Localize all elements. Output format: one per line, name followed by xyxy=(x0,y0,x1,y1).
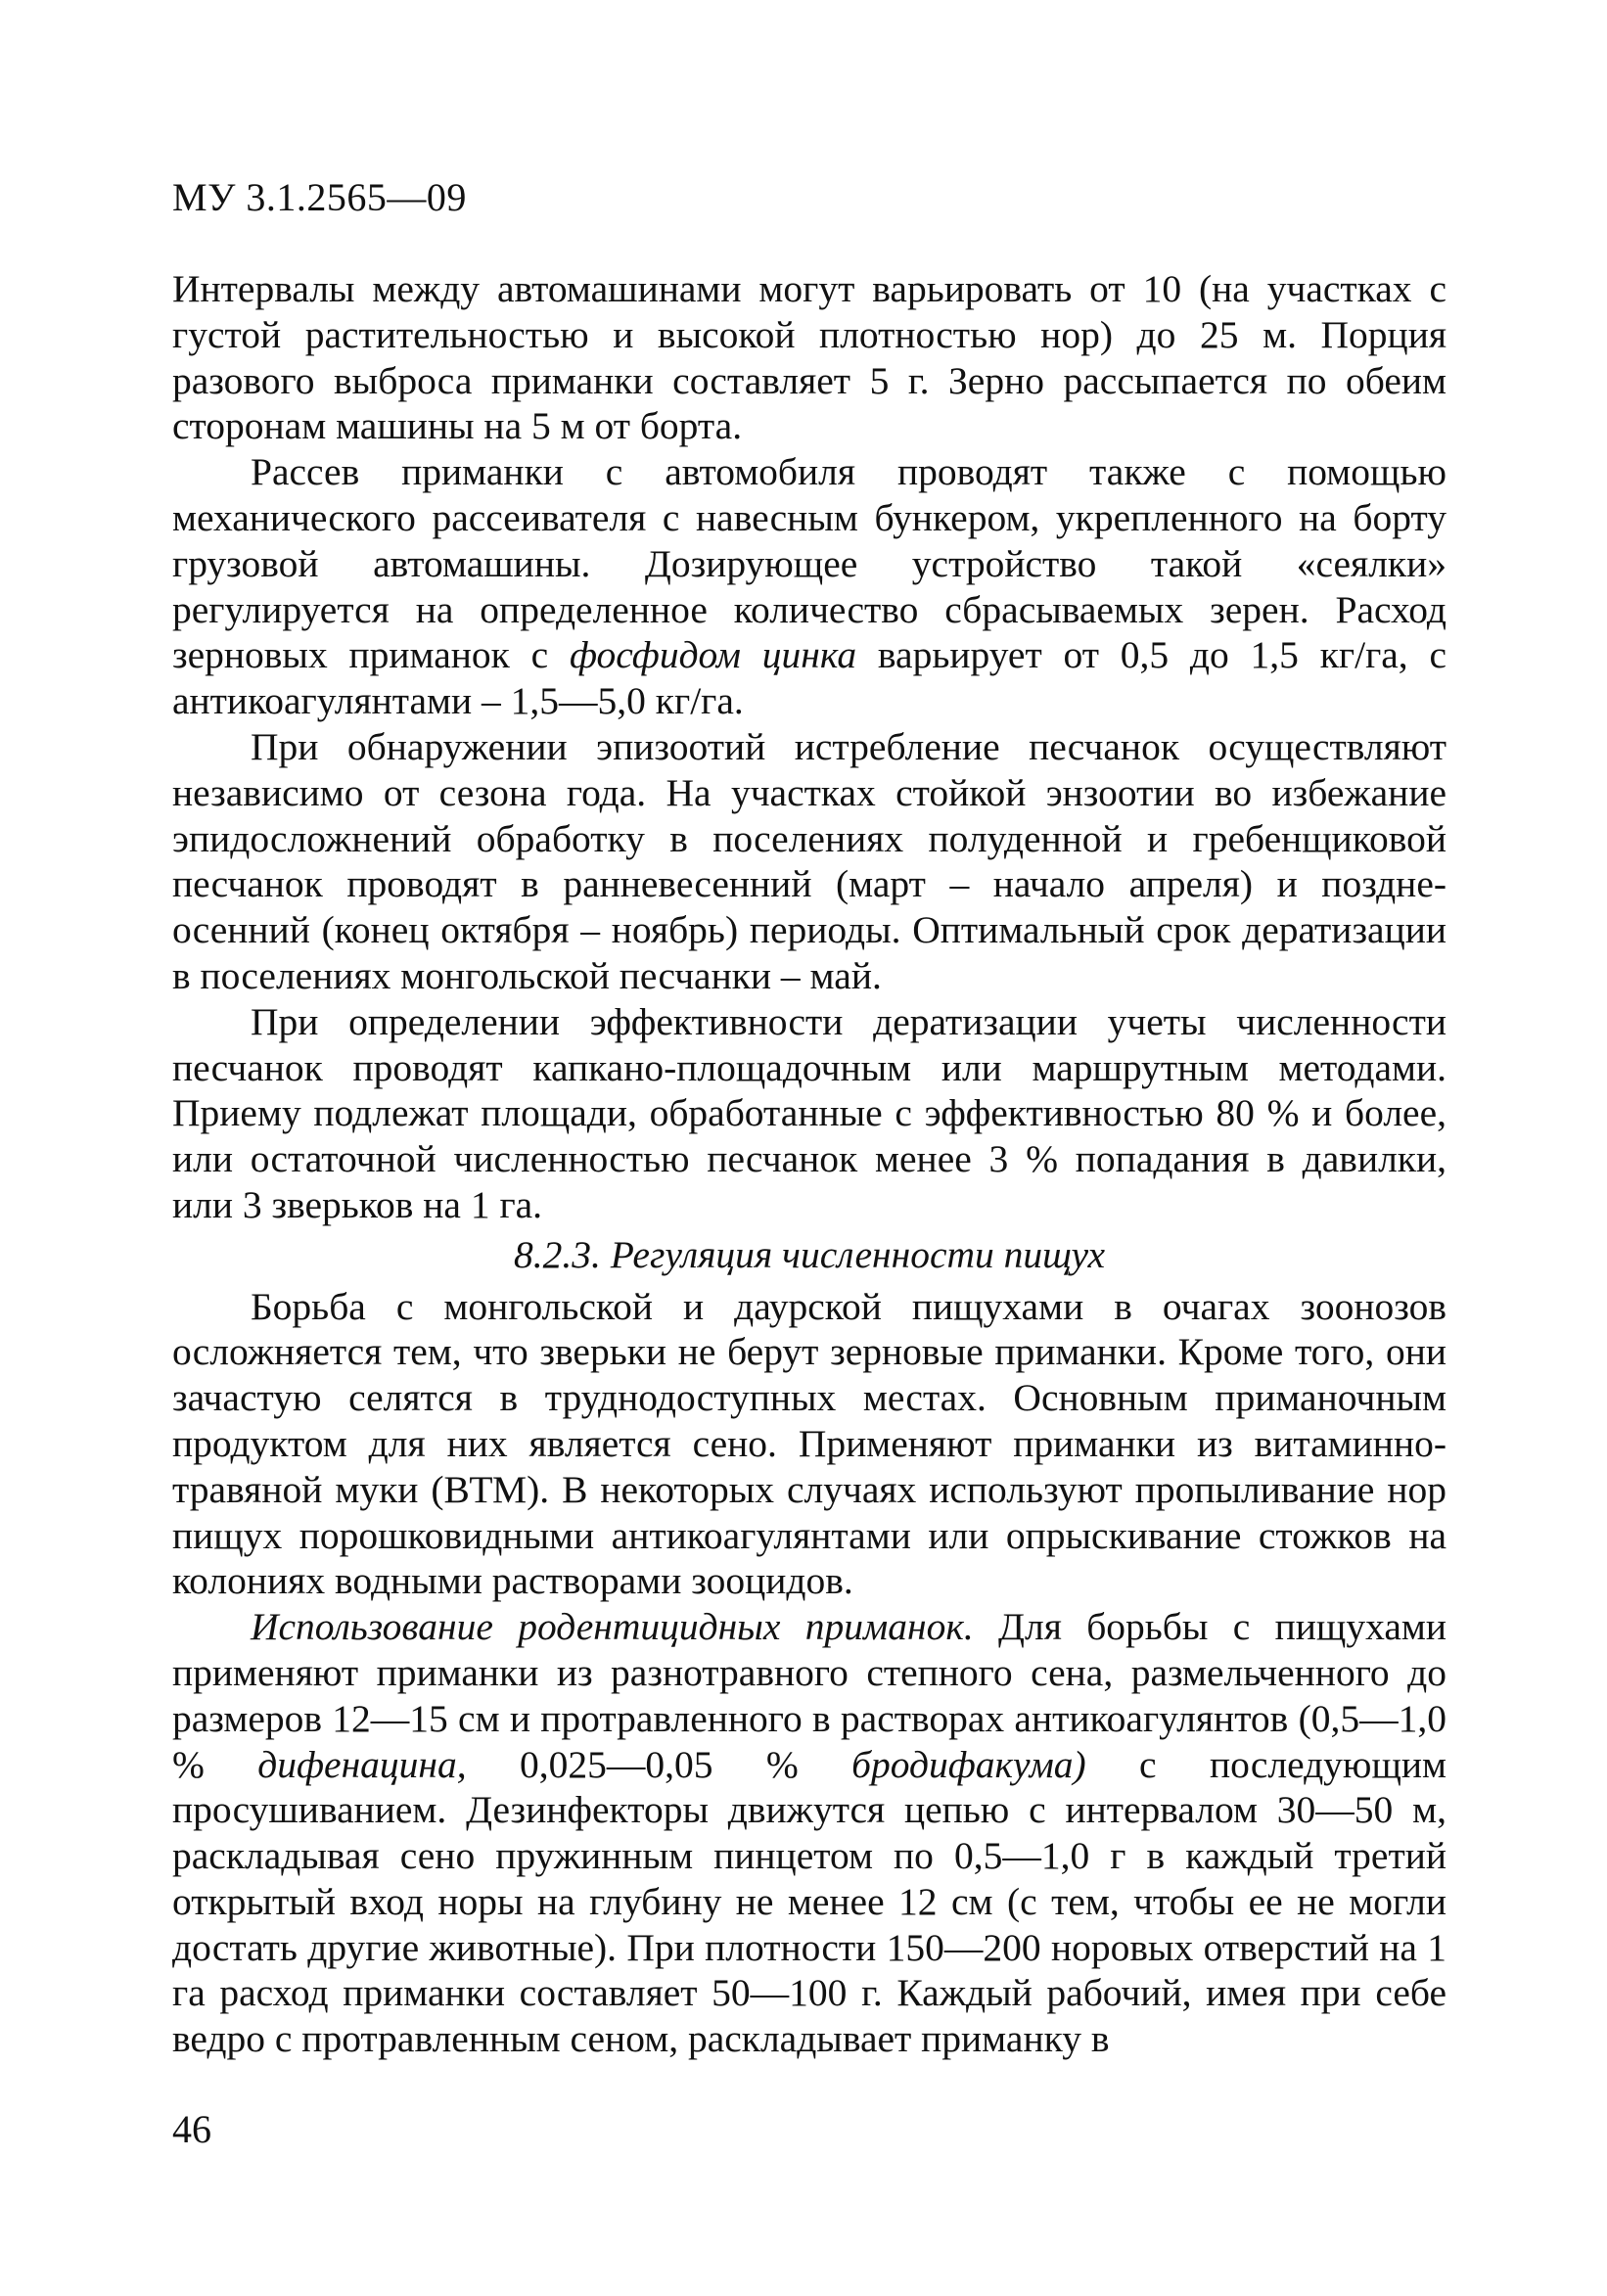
paragraph-text: Рассев приманки с автомобиля проводят также с помощью механического рассеивателя с навесным бункером, укрепленного на борту грузовой автомашины. Дозирующее устройство такой «сеялки» регулируется на определенное количество сбрасываемых зерен. Расход зерновых приманок с xyxy=(172,450,1446,677)
paragraph-text: При обнаружении эпизоотий истребление песчанок осуществляют независимо от сезона года. На участках стойкой энзоотии во избежание эпидосложнений обработку в поселениях полуденной и гребенщиковой песчанок проводят в ранневесенний (март – начало апреля) и поздне-осенний (конец октября – ноябрь) периоды. Оптимальный срок дератизации в поселениях монгольской песчанки – май. xyxy=(172,724,1446,997)
italic-term: бродифакума) xyxy=(851,1742,1086,1786)
paragraph-text: Борьба с монгольской и даурской пищухами в очагах зоонозов осложняется тем, что зверьки не берут зерновые приманки. Кроме того, они зачастую селятся в труднодоступных местах. Основным приманочным продуктом для них является сено. Применяют приманки из витаминно-травяной муки (ВТМ). В некоторых случаях используют пропыливание нор пищух порошковидными антикоагулянтами или опрыскивание стожков на колониях водными растворами зооцидов. xyxy=(172,1284,1446,1603)
paragraph-text: 0,025—0,05 % xyxy=(466,1742,852,1786)
paragraph-text: варьирует от 0,5 до 1,5 кг/га, с антикоагулянтами – 1,5—5,0 кг/га. xyxy=(172,633,1446,723)
document-body xyxy=(172,266,1446,2062)
italic-term: дифенацина, xyxy=(257,1742,467,1786)
paragraph-epizootic-control xyxy=(172,724,1446,999)
italic-term: фосфидом цинка xyxy=(569,633,857,677)
paragraph-rodenticide-baits xyxy=(172,1604,1446,2062)
paragraph-vehicle-intervals xyxy=(172,266,1446,449)
paragraph-text: При определении эффективности дератизации учеты численности песчанок проводят капкано-площадочным или маршрутным методами. Приему подлежат площади, обработанные с эффективностью 80 % и более, или остаточной численностью песчанок менее 3 % попадания в давилки, или 3 зверьков на 1 га. xyxy=(172,999,1446,1226)
paragraph-pika-control xyxy=(172,1284,1446,1605)
paragraph-mechanical-spreader xyxy=(172,449,1446,724)
paragraph-text: Интервалы между автомашинами могут варьировать от 10 (на участках с густой растительностью и высокой плотностью нор) до 25 м. Порция разового выброса приманки составляет 5 г. Зерно рассыпается по обеим сторонам машины на 5 м от борта. xyxy=(172,267,1446,448)
section-subheading: 8.2.3. Регуляция численности пищух xyxy=(513,1232,1105,1276)
paragraph-efficiency-assessment xyxy=(172,999,1446,1228)
page-number: 46 xyxy=(172,2107,211,2151)
paragraph-text: с последующим просушиванием. Дезинфекторы движутся цепью с интервалом 30—50 м, раскладывая сено пружинным пинцетом по 0,5—1,0 г в каждый третий открытый вход норы на глубину не менее 12 см (с тем, чтобы ее не могли достать другие животные). При плотности 150—200 норовых отверстий на 1 га расход приманки составляет 50—100 г. Каждый рабочий, имея при себе ведро с протравленным сеном, раскладывает приманку в xyxy=(172,1742,1446,2061)
italic-term: Использование родентицидных приманок. xyxy=(251,1605,974,1649)
document-header: МУ 3.1.2565—09 xyxy=(172,175,467,219)
paragraph-text: Для борьбы с пищухами применяют приманки из разнотравного степного сена, размельченного до размеров 12—15 см и протравленного в растворах антикоагулянтов (0,5—1,0 % xyxy=(172,1605,1446,1786)
